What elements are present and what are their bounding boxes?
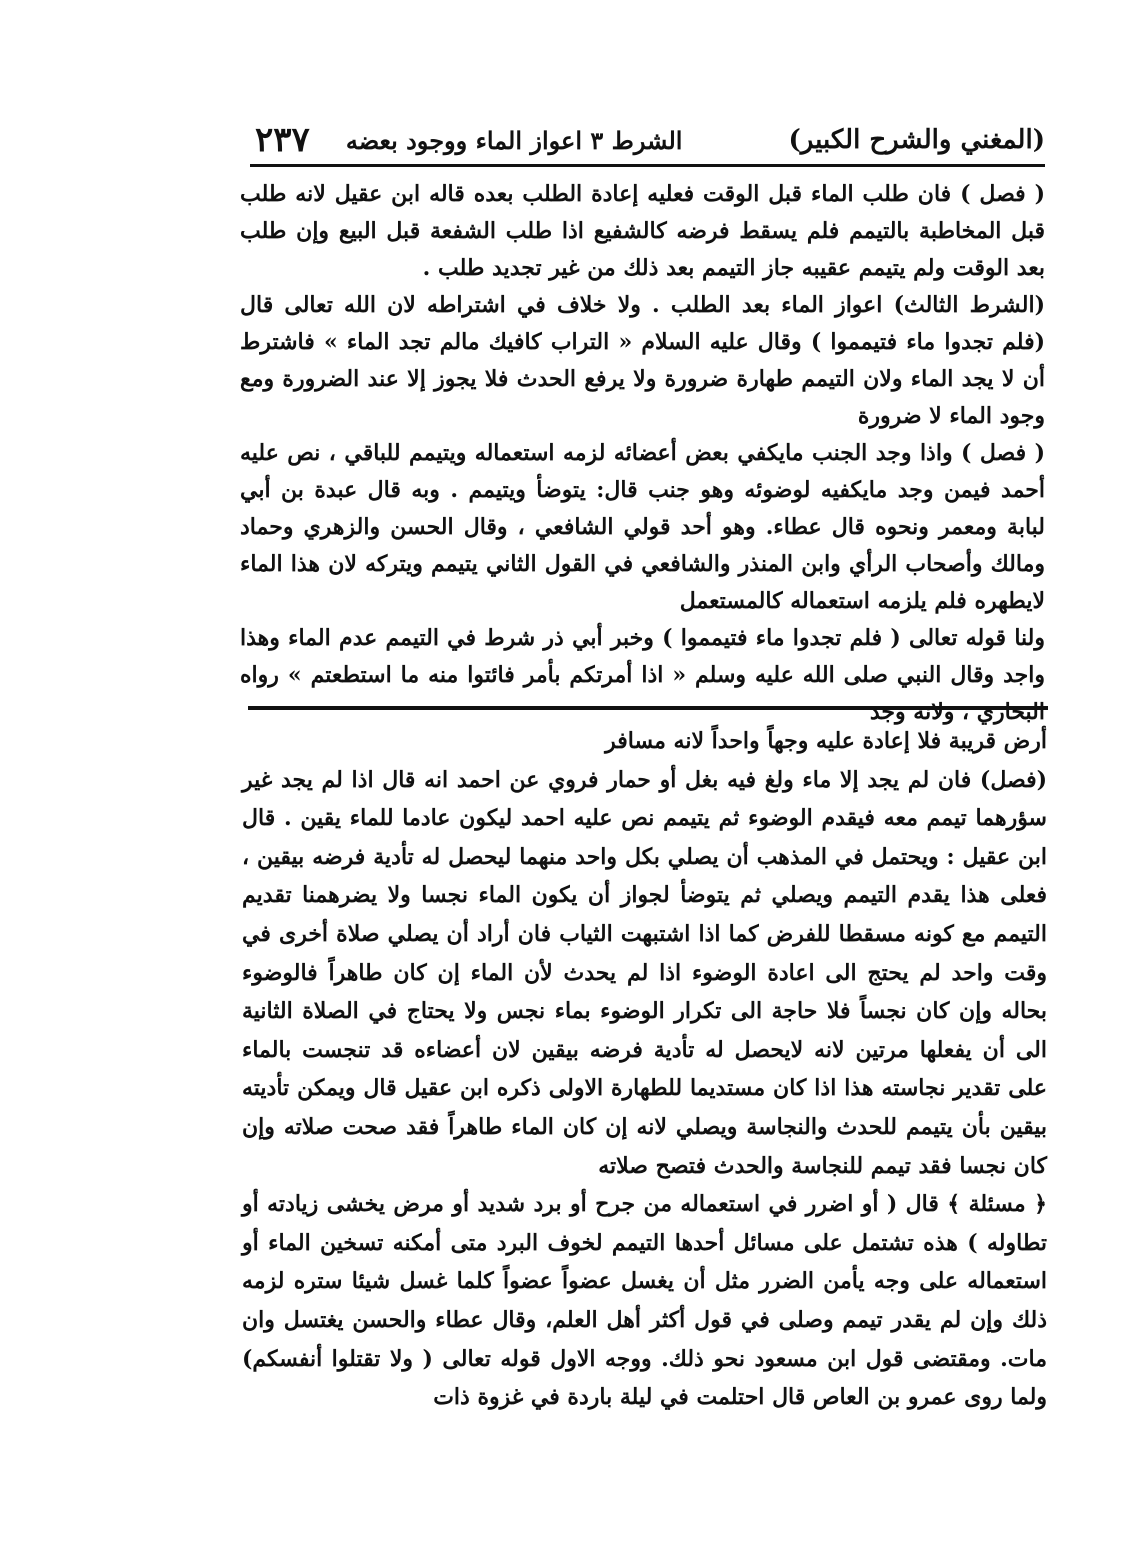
section-title: الشرط ٣ اعواز الماء ووجود بعضه xyxy=(345,125,683,155)
commentary-paragraph: (الشرط الثالث) اعواز الماء بعد الطلب . ولا خلاف في اشتراطه لان الله تعالى قال (فلم تجدوا ماء فتيمموا ) وقال عليه السلام « التراب كافيك مالم تجد الماء » فاشترط أن لا يجد الماء ولان التيمم طهارة ضرورة ولا يرفع الحدث فلا يجوز إلا عند الضرورة ومع وجود الماء لا ضرورة xyxy=(240,292,1045,429)
page-header xyxy=(255,120,1045,160)
header-divider xyxy=(250,164,1045,167)
matn-paragraph: أرض قريبة فلا إعادة عليه وجهاً واحداً لانه مسافر xyxy=(605,728,1047,754)
matn-paragraph: ﴿ مسئلة ﴾ قال ( أو اضرر في استعماله من جرح أو برد شديد أو مرض يخشى زيادته أو تطاوله ) هذه تشتمل على مسائل أحدها التيمم لخوف البرد متى أمكنه تسخين الماء أو استعماله على وجه يأمن الضرر مثل أن يغسل عضواً عضواً كلما غسل شيئا ستره لزمه ذلك وإن لم يقدر تيمم وصلى في قول أكثر أهل العلم، وقال عطاء والحسن يغتسل وان مات. ومقتضى قول ابن مسعود نحو ذلك. ووجه الاول قوله تعالى ( ولا تقتلوا أنفسكم) ولما روى عمرو بن العاص قال احتلمت في ليلة باردة في غزوة ذات xyxy=(242,1191,1047,1411)
matn-paragraph: (فصل) فان لم يجد إلا ماء ولغ فيه بغل أو حمار فروي عن احمد انه قال اذا لم يجد غير سؤرهما تيمم معه فيقدم الوضوء ثم يتيمم نص عليه احمد ليكون عادما للماء يقين . قال ابن عقيل : ويحتمل في المذهب أن يصلي بكل واحد منهما ليحصل له تأدية فرضه بيقين ، فعلى هذا يقدم التيمم ويصلي ثم يتوضأ لجواز أن يكون الماء نجسا ولا يضرهمنا تقديم التيمم مع كونه مسقطا للفرض كما اذا اشتبهت الثياب فان أراد أن يصلي صلاة أخرى في وقت واحد لم يحتج الى اعادة الوضوء اذا لم يحدث لأن الماء إن كان طاهراً فالوضوء بحاله وإن كان نجساً فلا حاجة الى تكرار الوضوء بماء نجس ولا يحتاج في الصلاة الثانية الى أن يفعلها مرتين لانه لايحصل له تأدية فرضه بيقين لان أعضاءه قد تنجست بالماء على تقدير نجاسته هذا اذا كان مستديما للطهارة الاولى ذكره ابن عقيل قال ويمكن تأديته بيقين بأن يتيمم للحدث والنجاسة ويصلي لانه إن كان الماء طاهراً فقد صحت صلاته وإن كان نجسا فقد تيمم للنجاسة والحدث فتصح صلاته xyxy=(242,766,1047,1179)
book-title: (المغني والشرح الكبير) xyxy=(788,125,1045,155)
commentary-paragraph: ( فصل ) واذا وجد الجنب مايكفي بعض أعضائه لزمه استعماله ويتيمم للباقي ، نص عليه أحمد فيمن وجد مايكفيه لوضوئه وهو جنب قال: يتوضأ ويتيمم . وبه قال عبدة بن أبي لبابة ومعمر ونحوه قال عطاء. وهو أحد قولي الشافعي ، وقال الحسن والزهري وحماد ومالك وأصحاب الرأي وابن المنذر والشافعي في القول الثاني يتيمم ويتركه لان هذا الماء لايطهره فلم يلزمه استعماله كالمستعمل xyxy=(240,440,1045,614)
commentary-paragraph: ( فصل ) فان طلب الماء قبل الوقت فعليه إعادة الطلب بعده قاله ابن عقيل لانه طلب قبل المخاطبة بالتيمم فلم يسقط فرضه كالشفيع اذا طلب الشفعة قبل البيع وإن طلب بعد الوقت ولم يتيمم عقيبه جاز التيمم بعد ذلك من غير تجديد طلب . xyxy=(240,181,1045,281)
section-divider xyxy=(248,706,1048,710)
commentary-paragraph: ولنا قوله تعالى ( فلم تجدوا ماء فتيمموا ) وخبر أبي ذر شرط في التيمم عدم الماء وهذا واجد وقال النبي صلى الله عليه وسلم « اذا أمرتكم بأمر فائتوا منه ما استطعتم » رواه البخاري ، ولانه وجد xyxy=(240,625,1045,725)
page-number: ٢٣٧ xyxy=(255,120,310,160)
commentary-section xyxy=(240,176,1045,731)
matn-section xyxy=(242,722,1047,1417)
